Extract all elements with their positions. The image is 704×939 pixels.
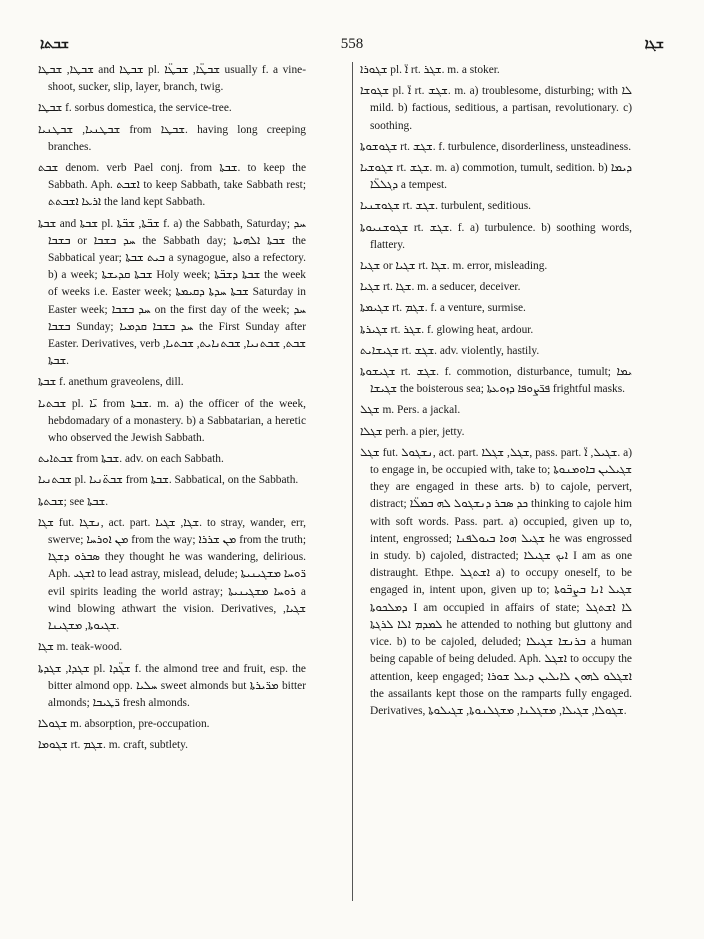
dictionary-entry: ܫܒܬܝܐ pl. ܝ̈ܐ from ܫܒܬܐ. m. a) the officer of the week, hebdomadary of a monastery. b) a Sabbatarian, a heretic who observed the Jewish Sabbath.: [38, 397, 307, 445]
page-header: [40, 34, 664, 54]
dictionary-entry: ܫܓܘܫܢܝܘܬܐ rt. ܫܓܫ. f. a) turbulence. b) soothing words, flattery.: [360, 221, 632, 251]
dictionary-entry: ܫܓܘܠܐ m. absorption, pre-occupation.: [38, 718, 210, 731]
dictionary-entry: ܫܒܬܐܝܬ from ܫܒܬܐ. adv. on each Sabbath.: [38, 453, 224, 466]
dictionary-entry: ܫܓܝܪܬܐ rt. ܫܓܪ. f. glowing heat, ardour.: [360, 323, 534, 336]
dictionary-entry: ܫܓܝܐ rt. ܫܓܐ. m. a seducer, deceiver.: [360, 281, 521, 294]
dictionary-entry: ܫܓܝܫܐܝܬ rt. ܫܓܫ. adv. violently, hastily.: [360, 344, 540, 357]
running-head-right: ܫܓܐ: [644, 36, 664, 52]
dictionary-entry: ܫܒܛܐ, ܫܒܛܐ and ܫܒܛܐ pl. ܫܒܛ̈ܐ, ܫܒܛ̈ܐ usually f. a vine-shoot, sucker, slip, layer, branch, twig.: [38, 64, 307, 94]
dictionary-entry: ܫܓܘܫܘܬܐ rt. ܫܓܫ. f. turbulence, disorderliness, unsteadiness.: [360, 140, 632, 153]
dictionary-entry: ܫܓܠ fut. ܢܫܓܘܠ, act. part. ܫܓܠ, ܫܓܠܐ, pass. part. ܫܓܝܠ, ܐ̈. a) to engage in, be occupied with, take to; ܫܓܝܠܝܢ ܒܐܘܡܢܘܬܐ they are engaged in these arts. b) to cajole, pervert, distract; ܟܕ ܣܒܪ ܕܢܫܓܘܠ ܠܗ ܒܡܠ̈ܐ thinking to cajole him with soft words. Pass. part. a) occupied, given up to, intent, engrossed; ܫܓܝܠ ܗܘܐ ܒܝܘܠܦܢܐ he was engrossed in study. b) cajoled, distracted; ܐܝܟ ܫܓܝܠܐ I am as one distraught. Ethpe. ܐܫܬܓܠ a) to occupy oneself, to be engaged in, intent upon, given up to; ܫܓܝܠ ܐܢܐ ܒܨܒ̈ܘܬܐ ܕܡܠܟܘܬܐ I am occupied in affairs of state; ܠܐ ܐܫܬܓܠ ܠܡܕܡ ܐܠܐ ܠܪܓܬܐ he attended to nothing but gluttony and vice. b) to be cajoled, deluded; ܒܪܢܫܐ ܫܓܝܠܐ a human being capable of being deluded. Aph. ܐܫܓܠ to occupy the attention, keep engaged; ܐܫܓܠܘ ܠܗܘܢ ܠܐܝܠܝܢ ܕܥܠ ܫܘܪܐ the assailants kept those on the ramparts fully engaged. Derivatives, ܫܓܘܠܐ, ܫܓܝܠܐ, ܡܫܓܠܢܐ, ܡܫܓܠܢܘܬܐ, ܫܓܝܠܘܬܐ.: [360, 446, 633, 717]
dictionary-entry: ܫܒܬܐ f. anethum graveolens, dill.: [38, 376, 184, 389]
dictionary-entry: ܫܓܠ m. Pers. a jackal.: [360, 404, 461, 417]
dictionary-entry: ܫܓܘܫܝܐ rt. ܫܓܫ. m. a) commotion, tumult, sedition. b) ܕܝܡܐ ܕܓܠܠ̈ܐ a tempest.: [360, 162, 632, 192]
right-column: [360, 62, 632, 724]
dictionary-entry: ܫܓܕܐ, ܫܓܕܬܐ pl. ܫܓ̈ܕܐ f. the almond tree and fruit, esp. the bitter almond opp. ܚܠܝܐ sweet almonds but ܡܪ̈ܝܪܬܐ bitter almonds; ܪ̈ܛܝܒܐ fresh almonds.: [38, 662, 307, 709]
dictionary-entry: ܫܓܠܐ perh. a pier, jetty.: [360, 425, 465, 438]
dictionary-entry: ܫܒܛܐ f. sorbus domestica, the service-tree.: [38, 102, 232, 115]
dictionary-entry: ܫܒܬܬܐ; see ܫܒܬܐ.: [38, 495, 109, 508]
dictionary-entry: ܫܒܬ denom. verb Pael conj. from ܫܒܬܐ. to keep the Sabbath. Aph. ܐܫܒܬ to keep Sabbath, take Sabbath rest; ܐܪܥܐ ܐܫܒܬܬ the land kept Sabbath.: [38, 162, 307, 209]
page-number: 558: [340, 35, 364, 52]
dictionary-entry: ܫܓܐ m. teak-wood.: [38, 641, 123, 654]
dictionary-entry: ܫܓܘܫܐ pl. ܐ̈ rt. ܫܓܫ. m. a) troublesome, disturbing; with ܠܐ mild. b) factious, seditious, a partisan, revolutionary. c) soothing.: [360, 85, 632, 132]
running-head-left: ܫܒܬܐ: [40, 36, 70, 52]
dictionary-entry: ܫܓܝܫܘܬܐ rt. ܫܓܫ. f. commotion, disturbance, tumult; ܝܡܐ ܫܓܝܫܐ the boisterous sea; ܦܪ̈ܨܘܦܐ ܕܙܘܥܬܐ frightful masks.: [360, 366, 632, 396]
left-column: [38, 62, 306, 759]
dictionary-entry: ܫܒܬܢܝܐ pl. ܫܒܬ̈ܢܝܐ from ܫܒܬܐ. Sabbatical, on the Sabbath.: [38, 474, 299, 487]
dictionary-entry: ܫܓܐ fut. ܢܫܓܐ, act. part. ܫܓܐ, ܫܓܝܐ. to stray, wander, err, swerve; ܡܢ ܐܘܪܚܐ from the way; ܡܢ ܫܪܪܐ from the truth; ܣܒܪܘ ܕܫܓܐ they thought he was wandering, delirious. Aph. ܐܫܓܝ to lead astray, mislead, delude; ܪ̈ܘܚܐ ܡܫܓܝܢܝܬܐ evil spirits leading the world astray; ܪܘܚܐ ܡܫܓܝܢܝܬܐ a wind blowing athwart the vision. Derivatives, ܫܓܝܐ, ܫܓܝܘܬܐ, ܡܫܓܝܢܐ.: [38, 516, 307, 633]
column-divider: [352, 62, 353, 901]
dictionary-entry: ܫܒܬܐ and ܫܒܬܐ pl. ܫܒ̈ܬܐ, ܫܒ̈ܬܐ f. a) the Sabbath, Saturday; ܚܕ ܒܫܒܐ or ܚܕ ܒܫܒܐ the Sabbath day; ܫܒܬܐ ܐܠܗܝܬܐ the Sabbatical year; ܒܝܬ ܫܒܬܐ a synagogue, also a refectory. b) a week; ܫܒܬܐ ܩܕܝܫܬܐ Holy week; ܫܒܬܐ ܕܫܒ̈ܬܐ the week of weeks i.e. Easter week; ܫܒܬܐ ܚܕܬܐ ܕܩܝܡܬܐ Saturday in Easter week; ܚܕ ܒܫܒܐ on the first day of the week; ܚܕ ܒܫܒܐ Sunday; ܚܕ ܒܫܒܐ ܩܕܡܝܐ the First Sunday after Easter. Derivatives, verb ܫܒܬ, ܫܒܬܢܝܐ, ܫܒܬܢܐܝܬ, ܫܒܬܝܐ, ܫܒܬܐ.: [38, 217, 307, 368]
dictionary-entry: ܫܓܝܡܬܐ rt. ܫܓܡ. f. a venture, surmise.: [360, 302, 526, 315]
dictionary-entry: ܫܓܘܡܐ rt. ܫܓܡ. m. craft, subtlety.: [38, 739, 188, 752]
dictionary-entry: ܫܓܝܐ or ܫܓܝܐ rt. ܫܓܐ. m. error, misleading.: [360, 260, 548, 273]
dictionary-entry: ܫܓܘܫܢܝܐ rt. ܫܓܫ. turbulent, seditious.: [360, 200, 532, 213]
dictionary-entry: ܫܓܘܪܐ pl. ܐ̈ rt. ܫܓܪ. m. a stoker.: [360, 64, 500, 76]
dictionary-entry: ܫܒܛܢܝܐ, ܫܒܛܢܝܐ from ܫܒܛܐ. having long creeping branches.: [38, 123, 306, 153]
